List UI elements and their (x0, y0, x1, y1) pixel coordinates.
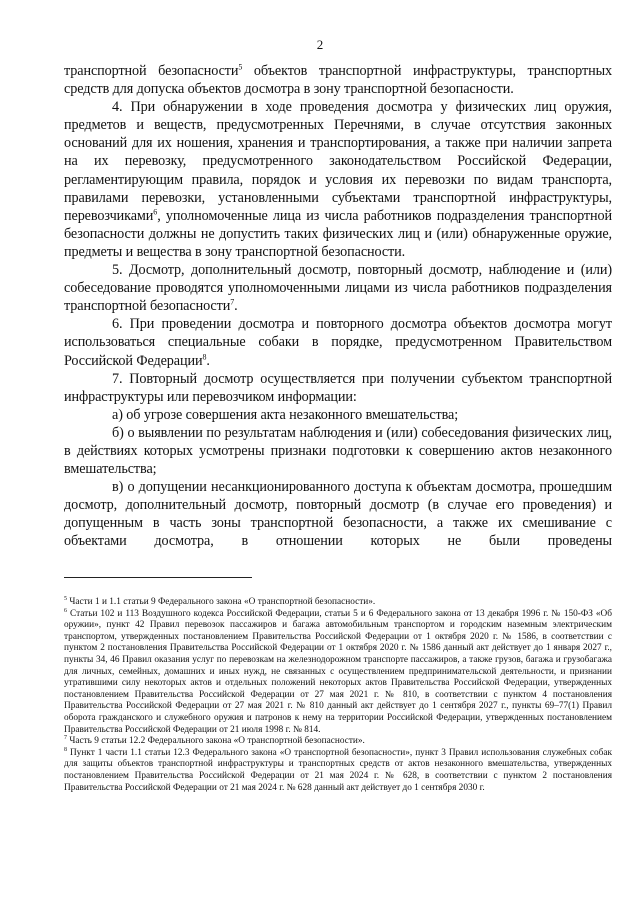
footnote-ref: 6 (153, 207, 158, 217)
paragraph-item-7b (64, 424, 612, 478)
footnote-number: 5 (64, 595, 67, 602)
paragraph-text: транспортной безопасности (64, 63, 239, 79)
footnote-6 (64, 609, 612, 737)
paragraph-item-4 (64, 98, 612, 261)
footnote-separator (64, 577, 252, 578)
footnotes (64, 597, 612, 794)
paragraph-text: в) о допущении несанкционированного доступа к объектам досмотра, прошедшим досмотр, дополнительный досмотр, повторный досмотр (в случае его проведения) и допущенным в часть зоны транспортной безопасности, а также их смешивание с объектами досмотра, в отношении которых не были проведены (64, 479, 612, 550)
paragraph-item-7 (64, 370, 612, 406)
footnote-text: Часть 9 статьи 12.2 Федерального закона «О транспортной безопасности». (69, 736, 365, 747)
paragraph-text: объектов транспортной инфраструктуры, транспортных средств для допуска объектов досмотра в зону транспортной безопасности. (64, 63, 612, 98)
paragraph-text: 7. Повторный досмотр осуществляется при получении субъектом транспортной инфраструктуры или перевозчиком информации: (64, 370, 612, 405)
footnote-7 (64, 736, 612, 748)
body-text (64, 62, 612, 551)
paragraph-text: 6. При проведении досмотра и повторного досмотра объектов досмотра могут использоваться специальные собаки в порядке, предусмотренном Правительством Российской Федерации (64, 316, 612, 369)
footnote-number: 6 (64, 607, 67, 614)
footnote-text: Статьи 102 и 113 Воздушного кодекса Российской Федерации, статьи 5 и 6 Федерального закона от 13 декабря 1996 г. № 150-ФЗ «Об оружии», пункт 42 Правил перевозок пассажиров и багажа автомобильным транспортом и городским наземным электрическим транспортом, утвержденных постановлением Правительства Российской Федерации от 1 октября 2020 г. № 1586, в соответствии с пунктом 2 постановления Правительства Российской Федерации от 1 октября 2020 г. № 1586 данный акт действует до 1 января 2027 г., пункты 34, 46 Правил оказания услуг по перевозкам на железнодорожном транспорте пассажиров, а также грузов, багажа и грузобагажа для личных, семейных, домашних и иных нужд, не связанных с осуществлением предпринимательской деятельности, и признании утратившими силу некоторых актов и отдельных положений некоторых актов Правительства Российской Федерации, утвержденных постановлением Правительства Российской Федерации от 27 мая 2021 г. № 810, в соответствии с пунктом 4 постановления Правительства Российской Федерации от 27 мая 2021 г. № 810 данный акт действует до 1 сентября 2027 г., пункты 69–77(1) Правил оборота гражданского и служебного оружия и патронов к нему на территории Российской Федерации, утвержденных постановлением Правительства Российской Федерации от 21 июля 1998 г. № 814. (64, 608, 612, 735)
footnote-text: Пункт 1 части 1.1 статьи 12.3 Федерального закона «О транспортной безопасности», пункт 3 Правил использования служебных собак для защиты объектов транспортной инфраструктуры и транспортных средств от актов незаконного вмешательства, утвержденных постановлением Правительства Российской Федерации от 21 мая 2024 г. № 628, в соответствии с пунктом 2 постановления Правительства Российской Федерации от 21 мая 2024 г. № 628 данный акт действует до 1 сентября 2030 г. (64, 747, 613, 793)
paragraph-text: . (206, 352, 210, 369)
paragraph-text: , уполномоченные лица из числа работников подразделения транспортной безопасности должны не допустить таких физических лиц и (или) обнаруженные оружие, предметы и вещества в зону транспортной безопасности. (64, 207, 612, 260)
paragraph-continuation (64, 62, 612, 98)
paragraph-item-7a (64, 406, 612, 424)
footnote-ref: 7 (230, 297, 235, 307)
paragraph-text: . (234, 298, 238, 315)
paragraph-text: 4. При обнаружении в ходе проведения досмотра у физических лиц оружия, предметов и веществ, предусмотренных Перечнями, в случае отсутствия законных оснований для их ношения, хранения и транспортирования, а также при наличии запрета на их перевозку, предусмотренного законодательством Российской Федерации, регламентирующим правила, порядок и условия их перевозки по видам транспорта, правилами перевозки, установленными субъектами транспортной инфраструктуры, перевозчиками (64, 99, 612, 224)
footnote-text: Части 1 и 1.1 статьи 9 Федерального закона «О транспортной безопасности». (69, 597, 376, 607)
footnote-number: 7 (64, 735, 67, 742)
paragraph-item-7v (64, 478, 612, 550)
footnote-ref: 8 (202, 351, 207, 361)
footnote-5 (64, 597, 612, 609)
paragraph-item-5 (64, 261, 612, 315)
page-number: 2 (316, 37, 324, 52)
footnote-8 (64, 748, 612, 794)
paragraph-text: б) о выявлении по результатам наблюдения и (или) собеседования физических лиц, в действиях которых усмотрены признаки подготовки к совершению актов незаконного вмешательства; (64, 424, 612, 478)
footnote-number: 8 (64, 746, 67, 753)
paragraph-text: 5. Досмотр, дополнительный досмотр, повторный досмотр, наблюдение и (или) собеседование проводятся уполномоченными лицами из числа работников подразделения транспортной безопасности (64, 262, 612, 315)
paragraph-text: а) об угрозе совершения акта незаконного вмешательства; (112, 406, 459, 423)
footnote-ref: 5 (238, 62, 243, 72)
paragraph-item-6 (64, 315, 612, 369)
